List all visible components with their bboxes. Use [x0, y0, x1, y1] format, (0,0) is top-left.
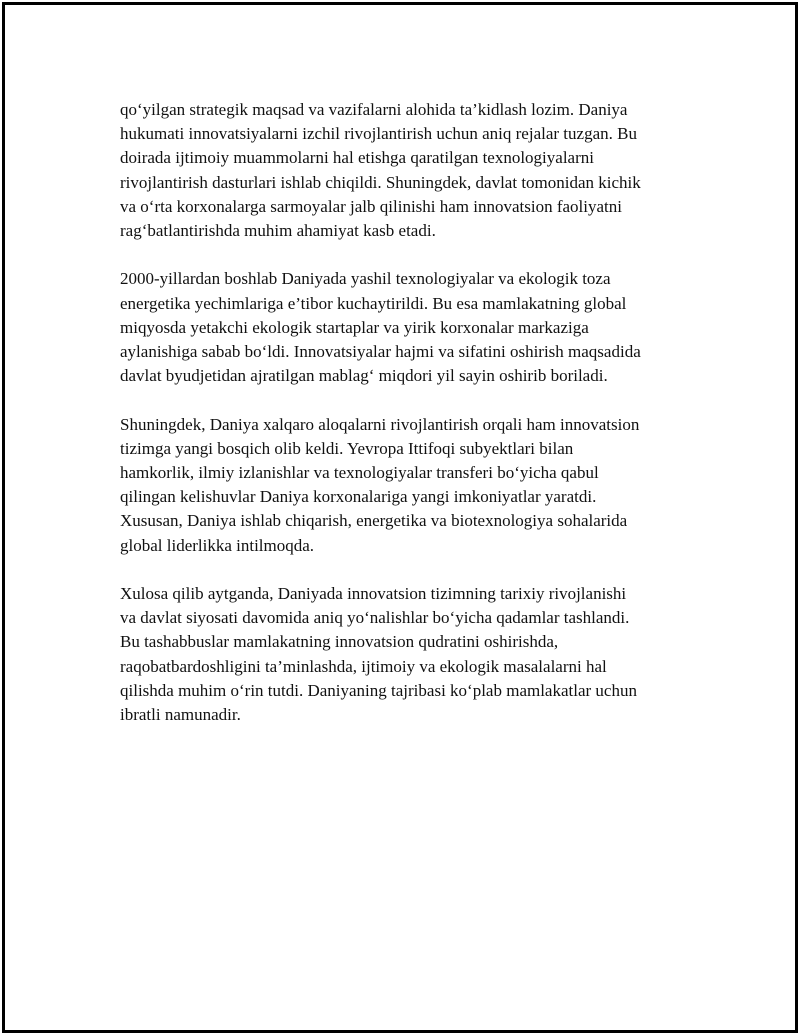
text-line: qilishda muhim o‘rin tutdi. Daniyaning tajribasi ko‘plab mamlakatlar uchun — [120, 680, 637, 700]
text-line: Xususan, Daniya ishlab chiqarish, energetika va biotexnologiya sohalarida — [120, 511, 628, 531]
text-line: hamkorlik, ilmiy izlanishlar va texnologiyalar transferi bo‘yicha qabul — [120, 463, 599, 483]
text-line: va o‘rta korxonalarga sarmoyalar jalb qilinishi ham innovatsion faoliyatni — [120, 196, 622, 216]
text-line: davlat byudjetidan ajratilgan mablag‘ miqdori yil sayin oshirib boriladi. — [120, 366, 608, 386]
paragraph-2 — [120, 267, 700, 388]
text-line: rivojlantirish dasturlari ishlab chiqildi. Shuningdek, davlat tomonidan kichik — [120, 172, 641, 192]
text-line: qilingan kelishuvlar Daniya korxonalariga yangi imkoniyatlar yaratdi. — [120, 487, 597, 507]
text-line: aylanishiga sabab bo‘ldi. Innovatsiyalar hajmi va sifatini oshirish maqsadida — [120, 342, 641, 362]
text-line: rag‘batlantirishda muhim ahamiyat kasb etadi. — [120, 221, 436, 241]
text-line: global liderlikka intilmoqda. — [120, 535, 315, 555]
text-line: Bu tashabbuslar mamlakatning innovatsion qudratini oshirishda, — [120, 632, 559, 652]
text-line: va davlat siyosati davomida aniq yo‘nalishlar bo‘yicha qadamlar tashlandi. — [120, 608, 630, 628]
text-line: hukumati innovatsiyalarni izchil rivojlantirish uchun aniq rejalar tuzgan. Bu — [120, 124, 637, 144]
text-line: raqobatbardoshligini ta’minlashda, ijtimoiy va ekologik masalalarni hal — [120, 656, 607, 676]
text-line: miqyosda yetakchi ekologik startaplar va yirik korxonalar markaziga — [120, 317, 589, 337]
text-line: tizimga yangi bosqich olib keldi. Yevropa Ittifoqi subyektlari bilan — [120, 438, 574, 458]
paragraph-4 — [120, 582, 700, 727]
text-line: energetika yechimlariga e’tibor kuchaytirildi. Bu esa mamlakatning global — [120, 293, 627, 313]
text-line: doirada ijtimoiy muammolarni hal etishga qaratilgan texnologiyalarni — [120, 148, 594, 168]
text-line: qo‘yilgan strategik maqsad va vazifalarni alohida ta’kidlash lozim. Daniya — [120, 100, 628, 119]
page-frame — [2, 2, 798, 1033]
text-line: Xulosa qilib aytganda, Daniyada innovatsion tizimning tarixiy rivojlanishi — [120, 584, 627, 604]
text-line: 2000-yillardan boshlab Daniyada yashil texnologiyalar va ekologik toza — [120, 269, 611, 289]
text-line: ibratli namunadir. — [120, 705, 241, 725]
paragraph-1 — [120, 98, 700, 243]
text-line: Shuningdek, Daniya xalqaro aloqalarni rivojlantirish orqali ham innovatsion — [120, 414, 640, 434]
document-body — [120, 98, 700, 751]
paragraph-3 — [120, 413, 700, 558]
